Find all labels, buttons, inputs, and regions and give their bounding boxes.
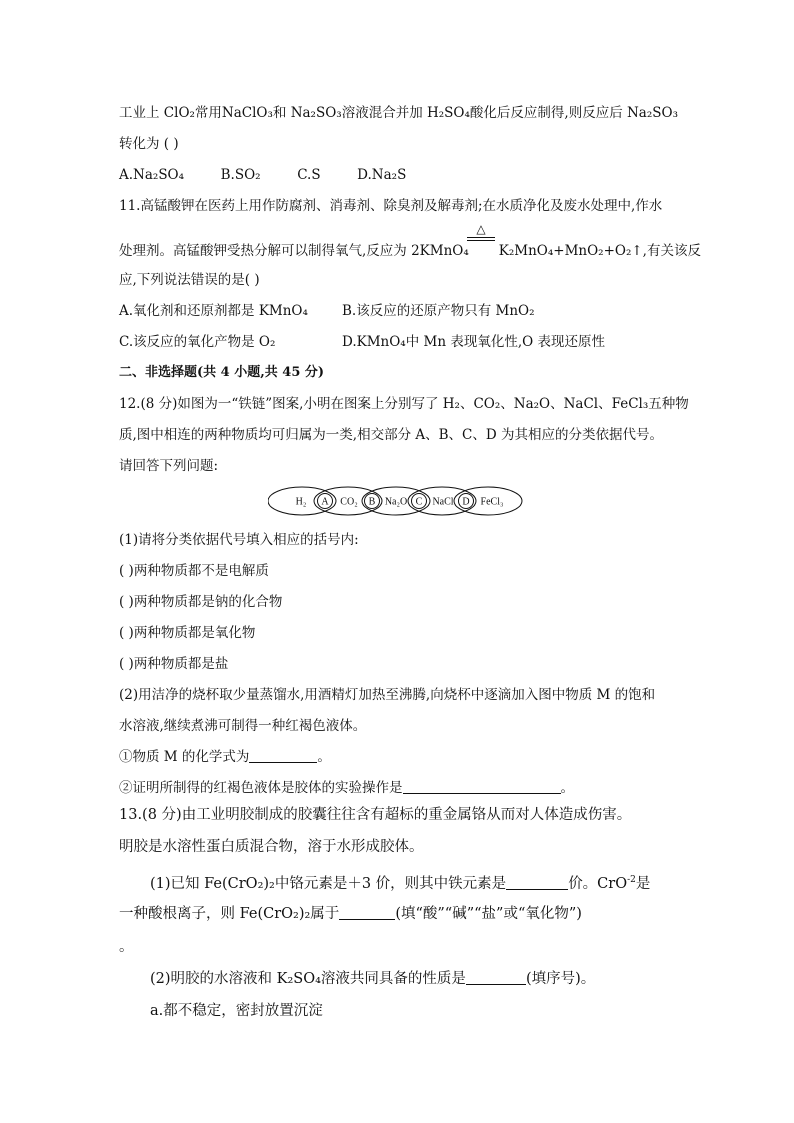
code-d: D [462, 496, 470, 508]
q12-part2-line1: (2)用洁净的烧杯取少量蒸馏水,用酒精灯加热至沸腾,向烧杯中逐滴加入图中物质 M 的饱和 [119, 687, 656, 703]
q12-part2-line2: 水溶液,继续煮沸可制得一种红褐色液体。 [119, 718, 367, 734]
substance-h2: H₂ [295, 496, 307, 508]
q12-blank-3[interactable]: ( )两种物质都是氧化物 [119, 625, 256, 641]
q11-option-c: C.该反应的氧化产物是 O₂ [119, 334, 276, 350]
substance-fecl3: FeCl₃ [480, 496, 504, 508]
substance-nacl: NaCl [432, 496, 454, 508]
answer-blank[interactable] [466, 970, 526, 985]
q12-sub2 [119, 779, 574, 797]
q11-option-b: B.该反应的还原产物只有 MnO₂ [342, 303, 535, 319]
q13-part1-ion: 价。CrO [568, 875, 628, 892]
q13-part2 [150, 970, 595, 988]
q10-option-c: C.S [297, 167, 321, 183]
q13-part1-text: (1)已知 Fe(CrO₂)₂中铬元素是＋3 价，则其中铁元素是 [150, 875, 507, 892]
q13-line4-text: 一种酸根离子，则 Fe(CrO₂)₂属于 [119, 906, 340, 922]
equation-bar [467, 240, 495, 241]
q12-sub1-text: ①物质 M 的化学式为 [119, 749, 250, 765]
q12-blank-4[interactable]: ( )两种物质都是盐 [119, 656, 229, 672]
q10-option-d: D.Na₂S [357, 167, 407, 183]
answer-blank[interactable] [506, 875, 568, 890]
answer-blank[interactable] [403, 779, 561, 794]
q12-sub1 [119, 748, 331, 766]
q11-option-a: A.氧化剂和还原剂都是 KMnO₄ [119, 303, 308, 319]
heat-symbol: △ [476, 222, 486, 236]
q13-option-a: a.都不稳定，密封放置沉淀 [150, 1003, 323, 1019]
q13-part2-text: (2)明胶的水溶液和 K₂SO₄溶液共同具备的性质是 [150, 971, 466, 987]
q10-line1: 工业上 ClO₂常用NaClO₃和 Na₂SO₃溶液混合并加 H₂SO₄酸化后反应制得,则反应后 Na₂SO₃ [119, 105, 678, 121]
q10-options [119, 166, 406, 184]
code-c: C [415, 496, 423, 508]
q12-line1: 12.(8 分)如图为一“铁链”图案,小明在图案上分别写了 H₂、CO₂、Na₂O、NaCl、FeCl₃五种物 [119, 396, 689, 412]
q11-line2-left: 处理剂。高锰酸钾受热分解可以制得氧气,反应为 2KMnO₄ [119, 243, 469, 259]
q11-line2 [119, 242, 701, 260]
q12-blank-1[interactable]: ( )两种物质都不是电解质 [119, 563, 269, 579]
code-b: B [368, 496, 376, 508]
q13-line4-choices: (填“酸”“碱”“盐”或“氧化物”) [395, 906, 582, 922]
q12-line2: 质,图中相连的两种物质均可归属为一类,相交部分 A、B、C、D 为其相应的分类依据代号。 [119, 427, 663, 443]
answer-blank[interactable] [339, 905, 395, 920]
equation-bar [467, 237, 495, 238]
q12-sub2-end: 。 [560, 780, 574, 796]
code-a: A [321, 496, 329, 508]
q10-line2: 转化为 ( ) [119, 136, 179, 152]
section-heading: 二、非选择题(共 4 小题,共 45 分) [119, 365, 325, 380]
iron-chain-diagram [268, 484, 524, 518]
q12-sub1-end: 。 [317, 749, 331, 765]
q12-sub2-text: ②证明所制得的红褐色液体是胶体的实验操作是 [119, 780, 403, 796]
q13-line5: 。 [119, 939, 134, 955]
q12-blank-2[interactable]: ( )两种物质都是钠的化合物 [119, 594, 283, 610]
substance-na2o: Na₂O [384, 496, 408, 508]
q13-line1: 13.(8 分)由工业明胶制成的胶囊往往含有超标的重金属铬从而对人体造成伤害。 [119, 807, 632, 823]
heat-condition [467, 222, 495, 241]
q10-option-b: B.SO₂ [220, 167, 261, 183]
ion-charge: -2 [627, 875, 636, 885]
q11-line3: 应,下列说法错误的是( ) [119, 272, 260, 288]
q11-line1: 11.高锰酸钾在医药上用作防腐剂、消毒剂、除臭剂及解毒剂;在水质净化及废水处理中,作水 [119, 198, 663, 214]
answer-blank[interactable] [249, 748, 317, 763]
q12-line3: 请回答下列问题: [119, 458, 219, 474]
q13-part1-end: 是 [635, 875, 651, 892]
q13-line4 [119, 905, 582, 923]
q11-option-d: D.KMnO₄中 Mn 表现氧化性,O 表现还原性 [342, 334, 605, 350]
q11-line2-right: K₂MnO₄+MnO₂+O₂↑,有关该反 [498, 243, 701, 259]
q13-line2: 明胶是水溶性蛋白质混合物，溶于水形成胶体。 [119, 839, 424, 855]
q12-part1: (1)请将分类依据代号填入相应的括号内: [119, 532, 359, 548]
q13-part1 [150, 871, 650, 893]
q13-part2-end: (填序号)。 [525, 971, 596, 987]
substance-co2: CO₂ [340, 496, 358, 508]
q10-option-a: A.Na₂SO₄ [119, 167, 185, 183]
